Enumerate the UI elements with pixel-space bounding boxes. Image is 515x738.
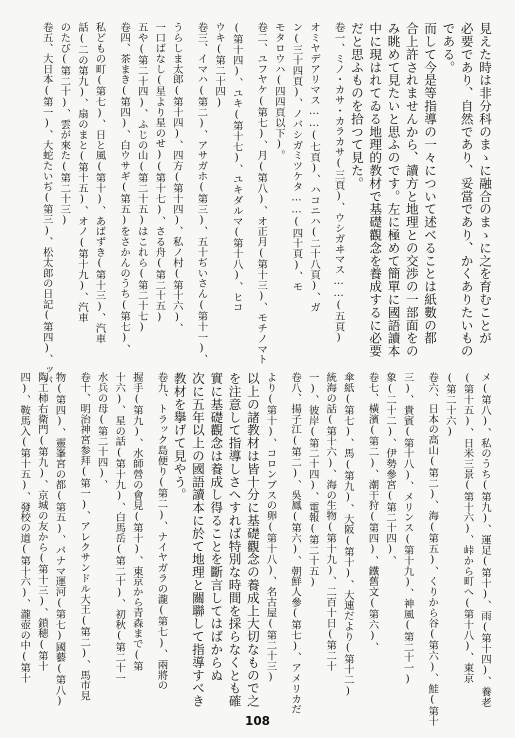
- text-column: 三)、貴賓(第十八)、メリンス(第十九)、神風(第二十一): [401, 372, 414, 685]
- text-column: 物(第四)、靈峯宮の都(第五)、パナマ運河(第七)國藝(第八): [53, 372, 66, 708]
- volume-entry-column: 卷一、ミノ・カサ・カラカサ(三頁)、ウシガヰマス……(五頁): [332, 22, 345, 344]
- text-column: 次に五年以上の國語讀本に於て地理と關聯して指導すべき: [189, 372, 205, 708]
- text-column: (第十五)、日米三景(第十六)、峠から町へ(第十八)、東京: [461, 372, 474, 684]
- text-column: 傘紙(第七)、馬(第九)、大阪(第十)、大連だより(第十二): [341, 372, 354, 697]
- volume-entry-column: 卷八、揚子江(第二)、吳鳳(第六)、朝鮮人參(第七)、アメリカだ: [289, 372, 302, 715]
- text-column: を注意して指導しさへすれば特別な時間を採らなくとも確: [226, 372, 242, 708]
- text-column: 四)、鞍馬入(第十五)、發校の道(第十六)、瀧壺の中(第十: [18, 372, 31, 684]
- text-column: 實に基礎觀念は養成し得ることを斷言してはばからぬ: [208, 372, 224, 682]
- text-column: である。: [440, 22, 456, 74]
- text-column: (第二十六): [443, 372, 456, 438]
- volume-entry-column: 卷五、大日本(第一)、大蛇たいぢ(第三)、松太郎の日記(第四)、ッバ: [40, 22, 53, 386]
- text-column: 象(二十二)、伊勢參宮(第二十四)、: [384, 372, 397, 566]
- text-column: 而して今是等指導の一々について述べることは紙數の都: [422, 22, 438, 345]
- text-column: メ(第八)、私のうち(第九)、運足(第十)、雨(第十四)、養老: [479, 372, 491, 708]
- text-column: オミヤデアリマス……(七頁)、ハコニハ(二十八頁)、ガ: [308, 22, 321, 313]
- text-column: 一)、彼岸(第二十四)、電報(第二十五): [306, 372, 319, 588]
- text-column: 教材を擧げて見やう。: [171, 372, 187, 501]
- page-number: 108: [244, 714, 271, 728]
- text-column: 水兵の母(第二十四)、: [95, 372, 108, 490]
- text-column: のたび(第二十)、雲が來た(第二十三): [58, 22, 71, 226]
- volume-entry-column: 卷十、明治神宮参拜(第一)、アレクサンドル大王(第二)、馬市見: [78, 372, 91, 701]
- text-column: 陶工柿右衛門(第九)、京城の友から(第十三)、鎖穂(第十: [35, 372, 48, 672]
- text-column: (第十四)、ユキ(第十七)、ユキダルマ(第十八)、ヒコ: [230, 22, 243, 313]
- volume-entry-column: 卷七、橫濱(第二)、潮干狩(第四)、鐵舊文(第六)、: [366, 372, 379, 652]
- text-column: 合上許されませんから、讀方と地理との交渉の一部面をの: [403, 22, 419, 358]
- text-column: モタロウハ(四四頁以下)。: [272, 22, 285, 161]
- text-column: 話(二の第九)、扇のまと(第十五)、オノ(第十九)、汽車: [75, 22, 88, 323]
- text-column: うらしま太郎(第十四)、四方(第十四)、私ノ村(第十六)、: [170, 22, 183, 334]
- text-column: 五や(第二十四)、ふじの山(第二十五)はこれら(第二十七): [135, 22, 148, 334]
- volume-entry-column: 卷四、茶まき(第四)、白ウサギ(第五)をさかんのうち(第七)、: [118, 22, 131, 354]
- text-column: 統海の話(第十六)、海の生物(第十九)、二百十日(第二十: [324, 372, 337, 672]
- text-column: 必要であり、自然であり、妥當であり、かくありたいもの: [458, 22, 474, 358]
- text-column: より(第十)、コロンブスの卵(第十八)、名古屋(第二十三): [264, 372, 277, 684]
- volume-entry-column: 卷六、日本の高山(第二)、海(第五)、くりから谷(第六)、鮭(第十: [426, 372, 439, 727]
- text-column: ン(三十四頁)、ノバシガミツケタ……(四十頁)、モ: [290, 22, 303, 292]
- text-column: ウキ(第二十四): [213, 22, 226, 109]
- text-column: み眺めて見たいと思ふのです。左に極めて簡單に國語讀本: [385, 22, 401, 358]
- text-column: 握手(第九)、水師營の會見(第十)、東京から青森まで(第: [130, 372, 143, 672]
- text-column: 一口ばなし(星より星のせ)(第十七)、さる舟(第二十五): [153, 22, 166, 323]
- volume-entry-column: 卷九、トラック島便り(第二)、ナイヤガラの瀧(第七)、兩將の: [155, 372, 168, 691]
- volume-entry-column: 卷三、イマハ(第二)、アサガホ(第三)、五十ぢいさん(第十一)、: [195, 22, 208, 365]
- volume-entry-column: 卷二、ユフヤケ(第七)、月(第八)、オ正月(第十三)、モチノマト: [255, 22, 268, 365]
- text-column: 私どもの町(第七)、日と風(第十)、あばずき(第十三)、汽車: [93, 22, 106, 344]
- text-column: だと思ふものを拾つて見た。: [348, 22, 364, 190]
- upper-text-block: [22, 22, 493, 386]
- text-column: 中に現はれてゐる地理的教材で基礎觀念を養成するに必要: [367, 22, 383, 358]
- text-column: 十六)、星の話(第十九)、白馬岳(第二十)、初秋(第二十一: [113, 372, 126, 684]
- text-column: 見えた時は非分科のまゝに融合のまゝに之を育むことが: [477, 22, 492, 345]
- text-column: 以上の諸教材は皆十分に基礎觀念の養成上大切なもので之: [244, 372, 260, 708]
